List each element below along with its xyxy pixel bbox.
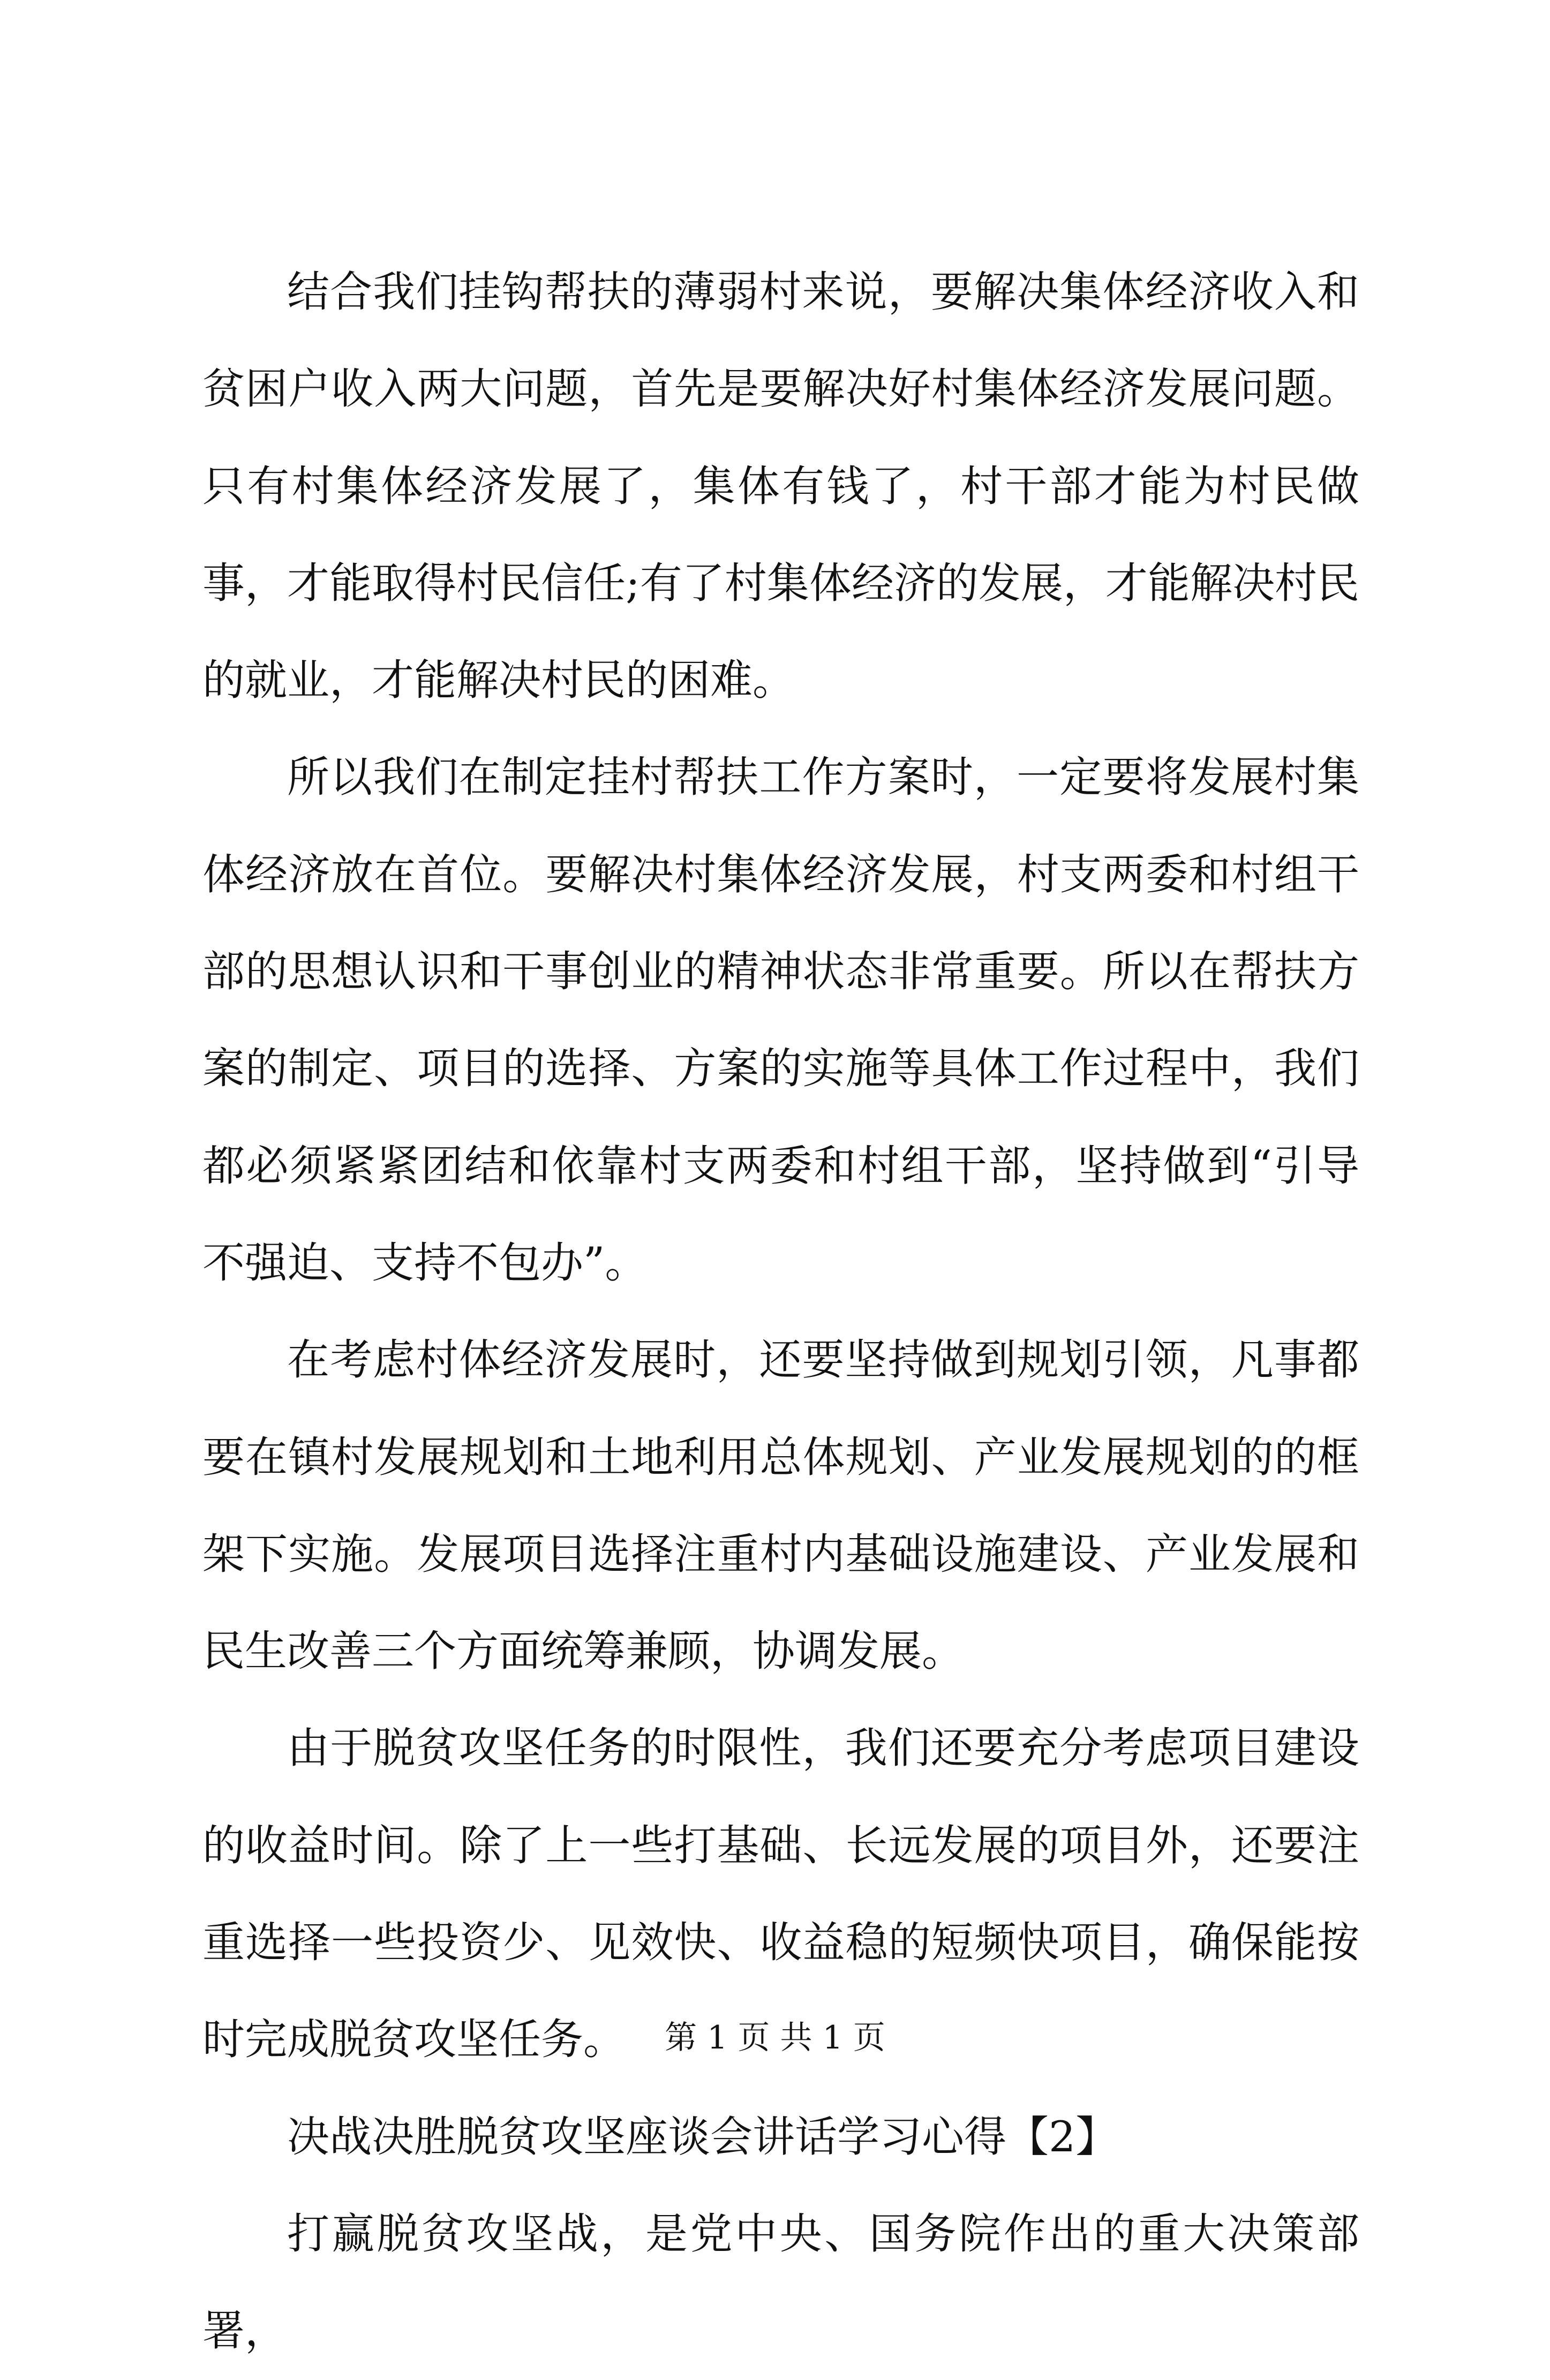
paragraph: 由于脱贫攻坚任务的时限性，我们还要充分考虑项目建设的收益时间。除了上一些打基础、长远发展的项目外，还要注重选择一些投资少、见效快、收益稳的短频快项目，确保能按时完成脱贫攻坚任务。	[202, 1723, 1359, 2065]
document-body	[202, 244, 1359, 2380]
paragraph: 所以我们在制定挂村帮扶工作方案时，一定要将发展村集体经济放在首位。要解决村集体经济发展，村支两委和村组干部的思想认识和干事创业的精神状态非常重要。所以在帮扶方案的制定、项目的选择、方案的实施等具体工作过程中，我们都必须紧紧团结和依靠村支两委和村组干部，坚持做到“引导不强迫、支持不包办”。	[202, 752, 1359, 1287]
paragraph: 在考虑村体经济发展时，还要坚持做到规划引领，凡事都要在镇村发展规划和土地利用总体规划、产业发展规划的的框架下实施。发展项目选择注重村内基础设施建设、产业发展和民生改善三个方面统筹兼顾，协调发展。	[202, 1335, 1359, 1676]
section-heading: 决战决胜脱贫攻坚座谈会讲话学习心得【2】	[287, 2112, 1118, 2161]
page-footer: 第 1 页 共 1 页	[665, 2019, 885, 2057]
paragraph: 打赢脱贫攻坚战，是党中央、国务院作出的重大决策部署，	[202, 2209, 1359, 2356]
paragraph: 结合我们挂钩帮扶的薄弱村来说，要解决集体经济收入和贫困户收入两大问题，首先是要解决好村集体经济发展问题。只有村集体经济发展了，集体有钱了，村干部才能为村民做事，才能取得村民信任;有了村集体经济的发展，才能解决村民的就业，才能解决村民的困难。	[202, 267, 1359, 705]
